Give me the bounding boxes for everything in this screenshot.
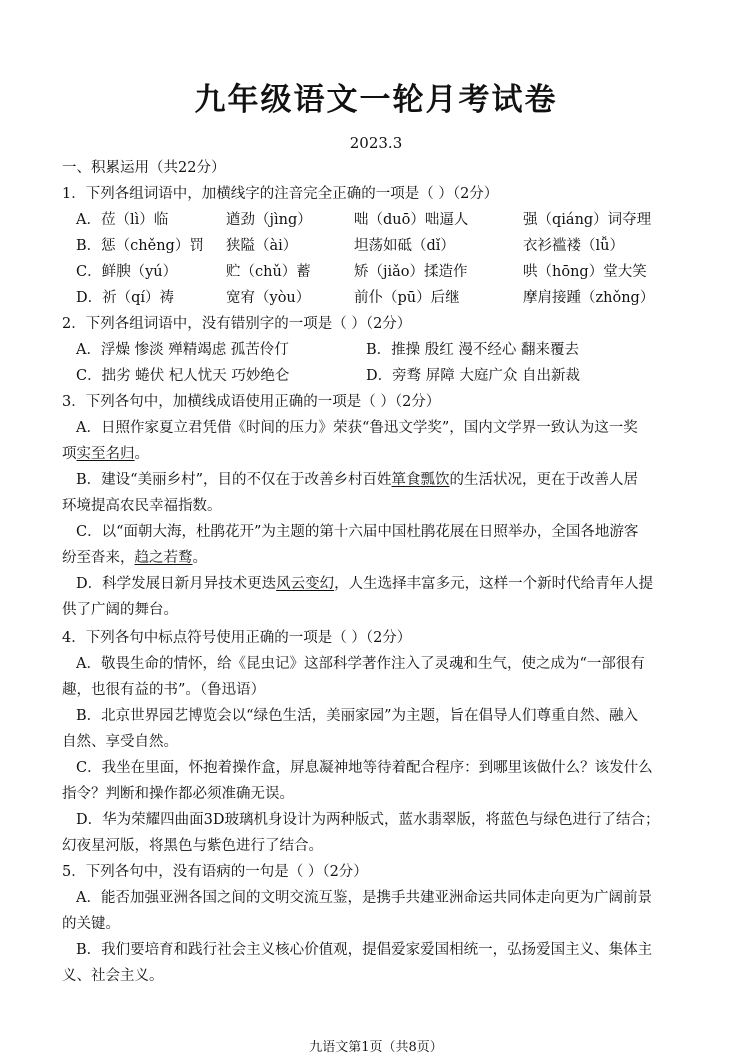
q4-option-b: B．北京世界园艺博览会以“绿色生活，美丽家园”为主题，旨在倡导人们尊重自然、融入 xyxy=(76,708,638,724)
q2-cell: D．旁骛 屏障 大庭广众 自出新裁 xyxy=(366,368,580,384)
q1-cell: 衣衫褴褛（lǚ） xyxy=(523,238,624,254)
q2-cell: B．推操 殷红 漫不经心 翻来覆去 xyxy=(366,342,579,358)
q4-option-d: D．华为荣耀四曲面3D玻璃机身设计为两种版式，蓝水翡翠版，将蓝色与绿色进行了结合； xyxy=(76,812,660,828)
q3-option-c: C．以“面朝大海，杜鹃花开”为主题的第十六届中国杜鹃花展在日照举办，全国各地游客 xyxy=(76,524,639,540)
question-2-stem: 2．下列各组词语中，没有错别字的一项是（ ）（2分） xyxy=(62,316,412,332)
q1-cell: B．惩（chěng）罚 xyxy=(76,238,204,254)
q2-cell: C．拙劣 蜷伏 杞人忧天 巧妙绝仑 xyxy=(76,368,290,384)
q1-option-row-a xyxy=(76,210,696,230)
q1-cell: 哄（hōng）堂大笑 xyxy=(523,264,647,280)
q1-cell: 前仆（pū）后继 xyxy=(354,290,460,306)
page-title: 九年级语文一轮月考试卷 xyxy=(194,82,558,118)
q1-cell: 矫（jiǎo）揉造作 xyxy=(354,264,468,280)
q4-option-a-cont: 趣，也很有益的书”。（鲁迅语） xyxy=(62,682,266,698)
q3-option-c-cont xyxy=(62,548,207,568)
text: ，人生选择丰富多元，这样一个新时代给青年人提 xyxy=(334,576,654,592)
q2-option-row-cd xyxy=(76,366,696,386)
text: D．科学发展日新月异技术更迭 xyxy=(76,576,277,592)
q1-cell: 摩肩接踵（zhǒng） xyxy=(523,290,655,306)
underlined-idiom: 趋之若鹜 xyxy=(134,550,193,566)
text: 纷至沓来， xyxy=(62,550,135,566)
q1-cell: 坦荡如砥（dǐ） xyxy=(354,238,455,254)
q5-option-a: A．能否加强亚洲各国之间的文明交流互鉴，是携手共建亚洲命运共同体走向更为广阔前景 xyxy=(76,890,652,906)
q4-option-d-cont: 幻夜星河版，将黑色与紫色进行了结合。 xyxy=(62,838,323,854)
q1-cell: A．莅（lì）临 xyxy=(76,212,169,228)
q1-option-row-d xyxy=(76,288,696,308)
q1-cell: 宽宥（yòu） xyxy=(226,290,311,306)
underlined-idiom: 风云变幻 xyxy=(276,576,335,592)
q1-cell: 遒劲（jìng） xyxy=(226,212,312,228)
q4-option-c-cont: 指令？判断和操作都必须准确无误。 xyxy=(62,786,294,802)
q3-option-a-cont xyxy=(62,444,149,464)
text: B．建设“美丽乡村”，目的不仅在于改善乡村百姓 xyxy=(76,472,392,488)
text: 。 xyxy=(134,446,149,462)
q1-cell: 咄（duō）咄逼人 xyxy=(354,212,469,228)
q3-option-a: A．日照作家夏立君凭借《时间的压力》荣获“鲁迅文学奖”，国内文学界一致认为这一奖 xyxy=(76,420,638,436)
q2-cell: A．浮燥 惨淡 殚精竭虑 孤苦伶仃 xyxy=(76,342,289,358)
q5-option-b-cont: 义、社会主义。 xyxy=(62,968,164,984)
underlined-idiom: 箪食瓢饮 xyxy=(391,472,450,488)
text: 项 xyxy=(62,446,77,462)
text: 。 xyxy=(192,550,207,566)
q5-option-b: B．我们要培育和践行社会主义核心价值观，提倡爱家爱国相统一，弘扬爱国主义、集体主 xyxy=(76,942,653,958)
exam-date: 2023.3 xyxy=(349,134,403,152)
q5-option-a-cont: 的关键。 xyxy=(62,916,120,932)
q1-option-row-c xyxy=(76,262,696,282)
q3-option-b-cont: 环境提高农民幸福指数。 xyxy=(62,498,222,514)
q1-cell: 狭隘（ài） xyxy=(226,238,298,254)
q1-option-row-b xyxy=(76,236,696,256)
question-5-stem: 5．下列各句中，没有语病的一句是（ ）（2分） xyxy=(62,864,368,880)
page-footer: 九语文第1页（共8页） xyxy=(309,1040,443,1055)
q4-option-c: C．我坐在里面，怀抱着操作盒，屏息凝神地等待着配合程序：到哪里该做什么？该发什么 xyxy=(76,760,653,776)
underlined-idiom: 实至名归 xyxy=(76,446,135,462)
q1-cell: 强（qiáng）词夺理 xyxy=(523,212,652,228)
question-4-stem: 4．下列各句中标点符号使用正确的一项是（ ）（2分） xyxy=(62,630,412,646)
q3-option-d xyxy=(76,574,653,594)
text: 的生活状况，更在于改善人居 xyxy=(449,472,638,488)
q4-option-b-cont: 自然、享受自然。 xyxy=(62,734,178,750)
q4-option-a: A．敬畏生命的情怀，给《昆虫记》这部科学著作注入了灵魂和生气，使之成为“一部很有 xyxy=(76,656,645,672)
question-3-stem: 3．下列各句中，加横线成语使用正确的一项是（ ）（2分） xyxy=(62,394,441,410)
q1-cell: 贮（chǔ）蓄 xyxy=(226,264,311,280)
question-1-stem: 1．下列各组词语中，加横线字的注音完全正确的一项是（ ）（2分） xyxy=(62,186,499,202)
q3-option-d-cont: 供了广阔的舞台。 xyxy=(62,602,178,618)
q1-cell: C．鲜腴（yú） xyxy=(76,264,178,280)
q1-cell: D．祈（qí）祷 xyxy=(76,290,175,306)
section-heading: 一、积累运用（共22分） xyxy=(62,160,226,176)
q2-option-row-ab xyxy=(76,340,696,360)
q3-option-b xyxy=(76,470,638,490)
